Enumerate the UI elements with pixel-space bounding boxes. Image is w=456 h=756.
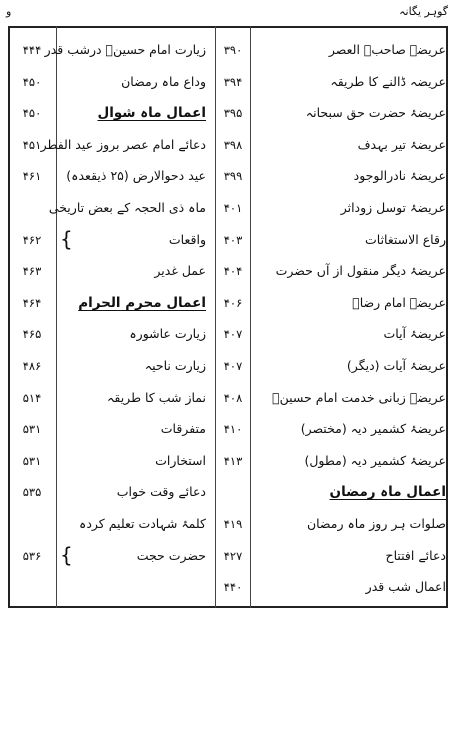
left-entry-title: حضرت حجت	[136, 547, 206, 563]
right-entry-title: اعمال شب قدر	[365, 579, 446, 595]
right-entry-title: عریضۂ امام رضاؑ	[352, 294, 446, 310]
right-entry-page: ۴۱۰	[223, 422, 243, 437]
left-entry-page	[8, 510, 56, 538]
left-entry-page: ۴۸۶	[22, 359, 42, 373]
right-entry-title: عریضۂ صاحبؑ العصر	[328, 42, 446, 57]
right-entry-page: ۴۰۸	[223, 390, 243, 405]
right-entry-page: ۳۹۴	[223, 74, 243, 89]
toc-row	[8, 542, 448, 570]
left-entry-page: ۵۳۶	[22, 548, 42, 563]
left-entry-title: زیارت عاشورہ	[129, 326, 206, 342]
toc-row	[8, 320, 448, 348]
right-entry-title: عریضۂ نادرالوجود	[353, 168, 446, 184]
left-entry-title: استخارات	[155, 452, 206, 468]
toc-row	[8, 68, 448, 96]
left-entry-title: کلمۂ شہادت تعلیم کردہ	[79, 516, 206, 531]
right-entry-page: ۴۰۶	[223, 295, 243, 310]
toc-row	[8, 162, 448, 190]
left-entry-title: ماہ ذی الحجہ کے بعض تاریخی	[48, 200, 206, 215]
left-entry-title: نماز شب کا طریقہ	[107, 389, 206, 405]
left-entry-page: ۵۳۱	[22, 422, 42, 437]
page-number: و	[6, 5, 12, 18]
right-entry-page: ۴۰۷	[223, 327, 243, 342]
left-entry-page: ۵۳۱	[22, 453, 42, 468]
brace-icon: {	[60, 542, 73, 567]
right-entry-page	[216, 478, 250, 506]
left-entry-title: اعمال محرم الحرام	[78, 294, 206, 311]
toc-row	[8, 99, 448, 127]
right-entry-title: عریضۂ توسل زوداثر	[340, 200, 446, 215]
left-entry-page: ۵۱۴	[22, 390, 42, 405]
left-entry-title: عید دحوالارض (۲۵ ذیقعدہ)	[66, 168, 206, 184]
right-entry-page: ۴۰۴	[223, 264, 243, 279]
left-entry-page: ۴۶۲	[22, 232, 42, 247]
right-entry-page: ۴۱۹	[223, 517, 243, 531]
left-entry-page: ۴۵۰	[22, 106, 42, 121]
right-entry-page: ۳۹۸	[223, 137, 243, 152]
right-entry-page: ۴۰۱	[223, 201, 243, 215]
right-entry-page: ۴۱۳	[223, 453, 243, 468]
toc-row	[8, 447, 448, 475]
left-entry-page: ۵۳۵	[22, 485, 42, 500]
left-entry-page: ۴۶۴	[22, 295, 42, 310]
left-entry-page: ۴۵۱	[22, 137, 42, 152]
left-entry-title: دعائے وقت خواب	[116, 484, 206, 500]
toc-row	[8, 131, 448, 159]
right-entry-title: دعائے افتتاح	[385, 547, 446, 563]
left-entry-page: ۴۵۰	[22, 74, 42, 89]
right-entry-title: عریضۂ حضرت حق سبحانہ	[305, 105, 446, 121]
left-entry-title: متفرقات	[160, 421, 206, 437]
left-entry-page: ۴۴۴	[22, 43, 42, 57]
right-entry-page: ۴۰۷	[223, 359, 243, 373]
right-entry-title: صلوات ہر روز ماہ رمضان	[306, 516, 446, 531]
left-entry-title: زیارت امام حسینؑ درشب قدر	[44, 42, 206, 57]
toc-row	[8, 36, 448, 64]
left-entry-page: ۴۶۵	[22, 327, 42, 342]
left-entry-title: واقعات	[168, 231, 206, 247]
toc-row	[8, 573, 448, 601]
right-entry-title: عریضۂ تیر بہدف	[357, 136, 446, 152]
left-entry-title: دعائے امام عصر بروز عید الفطر	[40, 136, 206, 152]
left-entry-title: وداع ماہ رمضان	[121, 73, 206, 89]
toc-row	[8, 415, 448, 443]
left-entry-page: ۴۶۳	[22, 264, 42, 279]
left-entry-title	[58, 573, 206, 601]
toc-row	[8, 194, 448, 222]
right-entry-page: ۴۰۳	[223, 232, 243, 247]
left-entry-title: عمل غدیر	[154, 263, 206, 279]
right-entry-title: عریضۂ کشمیر دیہ (مطول)	[304, 452, 446, 468]
right-entry-page: ۳۹۵	[223, 106, 243, 121]
right-entry-title: عریضۂ آیات (دیگر)	[346, 358, 446, 373]
right-entry-title: عریضہ ڈالنے کا طریقہ	[330, 73, 446, 89]
right-entry-page: ۳۹۰	[223, 43, 243, 57]
running-head: گوہر یگانہ	[399, 5, 448, 18]
toc-row	[8, 257, 448, 285]
left-entry-page	[8, 194, 56, 222]
left-entry-title: اعمال ماہ شوال	[97, 105, 206, 122]
left-entry-title: زیارت ناحیہ	[144, 358, 206, 373]
toc-row	[8, 352, 448, 380]
left-entry-page: ۴۶۱	[22, 169, 42, 184]
toc-row	[8, 478, 448, 506]
right-entry-title: عریضۂ زبانی خدمت امام حسینؑ	[272, 389, 446, 405]
left-entry-page	[8, 573, 56, 601]
right-entry-page: ۳۹۹	[223, 169, 243, 184]
right-entry-title: عریضۂ دیگر منقول از آں حضرت	[275, 263, 446, 279]
toc-row	[8, 510, 448, 538]
toc-row	[8, 289, 448, 317]
right-entry-title: اعمال ماہ رمضان	[329, 484, 446, 501]
toc-row	[8, 384, 448, 412]
brace-icon: {	[60, 226, 73, 251]
right-entry-title: عریضۂ کشمیر دیہ (مختصر)	[300, 421, 446, 437]
toc-row	[8, 226, 448, 254]
right-entry-title: رقاع الاستغاثات	[365, 231, 446, 247]
right-entry-page: ۴۴۰	[223, 580, 243, 595]
right-entry-page: ۴۲۷	[223, 548, 243, 563]
right-entry-title: عریضۂ آیات	[383, 326, 446, 342]
